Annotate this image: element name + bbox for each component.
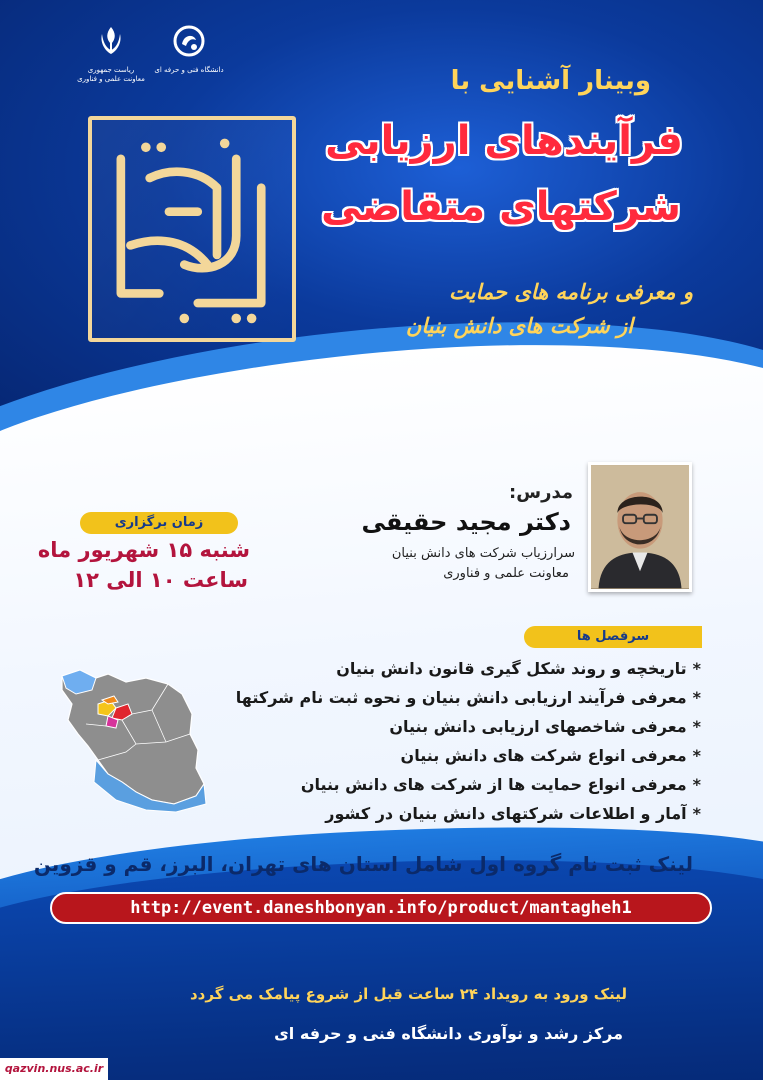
topics-badge: سرفصل ها <box>524 626 702 648</box>
title-line-1: وبینار آشنایی با <box>450 66 651 96</box>
topic-item <box>236 654 701 683</box>
daneshbonyan-logo <box>88 116 296 342</box>
topics-list <box>236 654 701 828</box>
instructor-photo <box>588 462 692 592</box>
bullet-icon: * <box>692 775 701 794</box>
topic-item <box>236 770 701 799</box>
iran-map-icon <box>56 664 208 814</box>
bullet-icon: * <box>692 746 701 765</box>
instructor-name: دکتر مجید حقیقی <box>361 508 571 536</box>
presidency-emblem-icon <box>94 24 128 58</box>
registration-text: لینک ثبت نام گروه اول شامل استان های تهران، البرز، قم و قزوین <box>33 852 693 876</box>
sms-note: لینک ورود به رویداد ۲۴ ساعت قبل از شروع پیامک می گردد <box>189 985 627 1003</box>
title-line-2: فرآیندهای ارزیابی <box>325 118 683 164</box>
schedule-time: ساعت ۱۰ الی ۱۲ <box>73 568 248 592</box>
bullet-icon: * <box>692 659 701 678</box>
bullet-icon: * <box>692 717 701 736</box>
presidency-logo <box>76 24 146 84</box>
site-watermark: qazvin.nus.ac.ir <box>0 1058 108 1080</box>
topic-text: معرفی انواع حمایت ها از شرکت های دانش بنیان <box>300 775 687 794</box>
registration-link[interactable]: http://event.daneshbonyan.info/product/mantagheh1 <box>50 892 712 924</box>
iran-map <box>56 664 208 814</box>
topic-text: تاریخچه و روند شکل گیری قانون دانش بنیان <box>336 659 687 678</box>
topic-text: معرفی انواع شرکت های دانش بنیان <box>400 746 687 765</box>
presidency-caption-1: ریاست جمهوری <box>87 66 135 74</box>
schedule-date: شنبه ۱۵ شهریور ماه <box>37 538 250 562</box>
topic-text: معرفی فرآیند ارزیابی دانش بنیان و نحوه ثبت نام شرکتها <box>235 688 687 707</box>
daneshbonyan-calligraphy-icon <box>92 120 292 338</box>
university-emblem-icon <box>172 24 206 58</box>
emblem-text: دانش بنیان <box>192 235 197 237</box>
topic-item <box>236 741 701 770</box>
instructor-label: مدرس: <box>509 482 573 503</box>
topic-item <box>236 683 701 712</box>
instructor-role-2: معاونت علمی و فناوری <box>443 566 569 581</box>
university-caption: دانشگاه فنی و حرفه ای <box>154 66 224 74</box>
title-line-3: شرکتهای متقاضی <box>321 184 681 230</box>
schedule-badge: زمان برگزاری <box>80 512 238 534</box>
subtitle-line-1: و معرفی برنامه های حمایت <box>449 280 693 304</box>
topic-text: آمار و اطلاعات شرکتهای دانش بنیان در کشور <box>325 804 687 823</box>
university-logo <box>148 24 230 75</box>
bullet-icon: * <box>692 804 701 823</box>
presidency-caption-2: معاونت علمی و فناوری <box>77 75 145 83</box>
subtitle-line-2: از شرکت های دانش بنیان <box>405 314 633 338</box>
bullet-icon: * <box>692 688 701 707</box>
instructor-role-1: سرارزیاب شرکت های دانش بنیان <box>391 546 575 561</box>
organizer-text: مرکز رشد و نوآوری دانشگاه فنی و حرفه ای <box>274 1024 623 1043</box>
topic-text: معرفی شاخصهای ارزیابی دانش بنیان <box>389 717 687 736</box>
instructor-portrait-icon <box>591 465 689 589</box>
topic-item <box>236 799 701 828</box>
topic-item <box>236 712 701 741</box>
